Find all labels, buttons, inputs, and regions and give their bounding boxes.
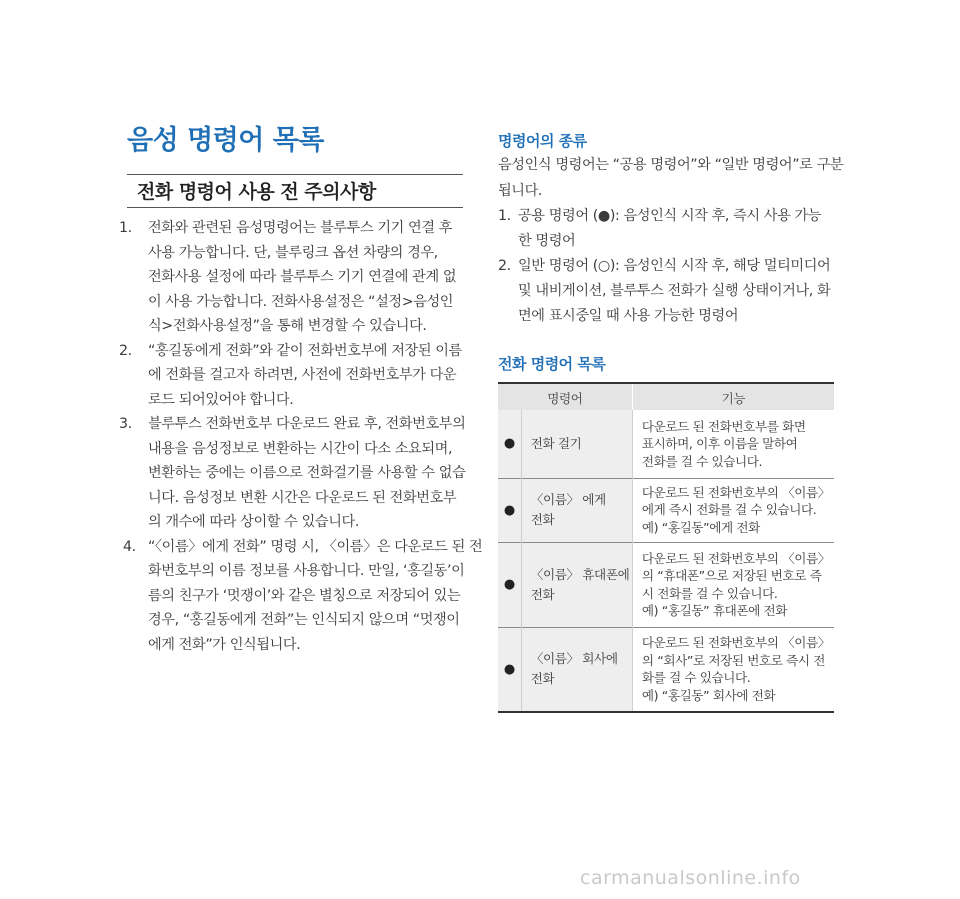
text-line: 니다. 음성정보 변환 시간은 다운로드 된 전화번호부 [148, 489, 457, 506]
item-number: 4. [123, 538, 136, 555]
text-line: 음성인식 명령어는 “공용 명령어”와 “일반 명령어”로 구분 [498, 157, 844, 173]
precautions-list [119, 216, 483, 657]
column-header-function: 기능 [721, 390, 746, 406]
precaution-item-3 [119, 412, 466, 535]
text-line: 화번호부의 이름 정보를 사용합니다. 만일, ‘홍길동’이 [148, 563, 465, 579]
table-row [498, 410, 834, 478]
item-number: 2. [119, 342, 132, 359]
command-types-intro [498, 153, 844, 204]
precautions-heading: 전화 명령어 사용 전 주의사항 [127, 174, 463, 208]
text-line: 전화 [530, 512, 555, 527]
page-title: 음성 명령어 목록 [127, 125, 324, 156]
text-line: 한 명령어 [518, 233, 576, 249]
watermark: carmanualsonline.info [580, 867, 801, 889]
item-number: 1. [119, 220, 132, 236]
table-header-row [498, 383, 834, 410]
common-command-mark: ● [498, 478, 521, 542]
text-line: 사용 가능합니다. 단, 블루링크 옵션 차량의 경우, [148, 244, 438, 261]
text-line: “홍길동에게 전화”와 같이 전화번호부에 저장된 이름 [148, 342, 462, 359]
command-types-list [498, 204, 834, 329]
text-line: 다운로드 된 전화번호부의 〈이름〉 [641, 484, 830, 500]
item-number: 2. [498, 258, 511, 274]
text-line: 전화를 걸 수 있습니다. [641, 453, 763, 469]
text-line: 및 내비게이션, 블루투스 전화가 실행 상태이거나, 화 [518, 283, 831, 299]
command-name-cell [521, 478, 632, 542]
text-line: 면에 표시중일 때 사용 가능한 명령어 [518, 308, 739, 324]
precaution-item-2 [119, 339, 463, 413]
text-line: 의 “휴대폰”으로 저장된 번호로 즉 [641, 568, 822, 583]
text-line: 공용 명령어 (●): 음성인식 시작 후, 즉시 사용 가능 [518, 208, 822, 224]
text-line: 다운로드 된 전화번호부의 〈이름〉 [641, 635, 830, 651]
phone-commands-heading: 전화 명령어 목록 [498, 355, 606, 373]
text-line: 에게 전화”가 인식됩니다. [148, 636, 301, 653]
text-line: 전화사용 설정에 따라 블루투스 기기 연결에 관계 없 [148, 269, 457, 285]
table-row [498, 542, 834, 627]
text-line: 름의 친구가 ‘멋쟁이’와 같은 별칭으로 저장되어 있는 [148, 587, 461, 604]
text-line: 예) “홍길동” 휴대폰에 전화 [641, 603, 788, 618]
text-line: 의 “회사”로 저장된 번호로 즉시 전 [641, 652, 826, 668]
command-types-column [498, 130, 844, 713]
text-line: 경우, “홍길동에게 전화”는 인식되지 않으며 “멋쟁이 [148, 612, 460, 628]
text-line: 〈이름〉 휴대폰에 [530, 566, 630, 582]
text-line: 변환하는 중에는 이름으로 전화걸기를 사용할 수 없습 [148, 465, 466, 481]
text-line: 됩니다. [498, 182, 543, 199]
command-function-cell [632, 478, 834, 542]
precautions-column [119, 174, 483, 657]
text-line: 로드 되어있어야 합니다. [148, 391, 294, 408]
column-header-command: 명령어 [498, 383, 632, 410]
text-line: 화를 걸 수 있습니다. [641, 670, 751, 686]
text-line: 표시하며, 이후 이름을 말하여 [641, 436, 798, 451]
precaution-item-1 [119, 216, 463, 339]
item-number: 1. [498, 208, 511, 224]
item-number: 3. [119, 416, 132, 432]
command-name-cell [521, 410, 632, 478]
text-line: “〈이름〉에게 전화” 명령 시, 〈이름〉은 다운로드 된 전 [148, 538, 483, 555]
text-line: 전화와 관련된 음성명령어는 블루투스 기기 연결 후 [148, 220, 453, 236]
text-line: 의 개수에 따라 상이할 수 있습니다. [148, 514, 359, 530]
text-line: 에게 즉시 전화를 걸 수 있습니다. [641, 502, 817, 518]
command-name-cell [521, 542, 632, 627]
text-line: 전화 [530, 671, 555, 687]
text-line: 다운로드 된 전화번호부의 〈이름〉 [641, 550, 830, 566]
text-line: 이 사용 가능합니다. 전화사용설정은 “설정>음성인 [148, 293, 454, 310]
common-command-mark: ● [498, 542, 521, 627]
text-line: 에 전화를 걸고자 하려면, 사전에 전화번호부가 다운 [148, 367, 457, 383]
command-function-cell [632, 627, 834, 712]
command-type-item-1 [498, 204, 834, 254]
text-line: 전화 걸기 [530, 435, 582, 451]
text-line: 시 전화를 걸 수 있습니다. [641, 585, 778, 601]
text-line: 예) “홍길동” 회사에 전화 [641, 687, 776, 703]
command-function-cell [632, 410, 834, 478]
common-command-mark: ● [498, 627, 521, 712]
text-line: 식>전화사용설정”을 통해 변경할 수 있습니다. [148, 318, 427, 334]
text-line: 예) “홍길동”에게 전화 [641, 519, 760, 535]
text-line: 내용을 음성정보로 변환하는 시간이 다소 소요되며, [148, 440, 453, 457]
command-type-item-2 [498, 254, 834, 329]
phone-commands-table [498, 382, 834, 713]
text-line: 〈이름〉 회사에 [530, 651, 618, 667]
table-row [498, 478, 834, 542]
precaution-item-4 [123, 535, 483, 658]
text-line: 전화 [530, 586, 555, 602]
command-function-cell [632, 542, 834, 627]
command-types-heading: 명령어의 종류 [498, 132, 587, 150]
common-command-mark: ● [498, 410, 521, 478]
text-line: 〈이름〉 에게 [530, 492, 606, 507]
text-line: 다운로드 된 전화번호부를 화면 [641, 418, 806, 434]
text-line: 블루투스 전화번호부 다운로드 완료 후, 전화번호부의 [148, 416, 466, 432]
command-name-cell [521, 627, 632, 712]
text-line: 일반 명령어 (○): 음성인식 시작 후, 해당 멀티미디어 [518, 258, 831, 274]
table-row [498, 627, 834, 712]
